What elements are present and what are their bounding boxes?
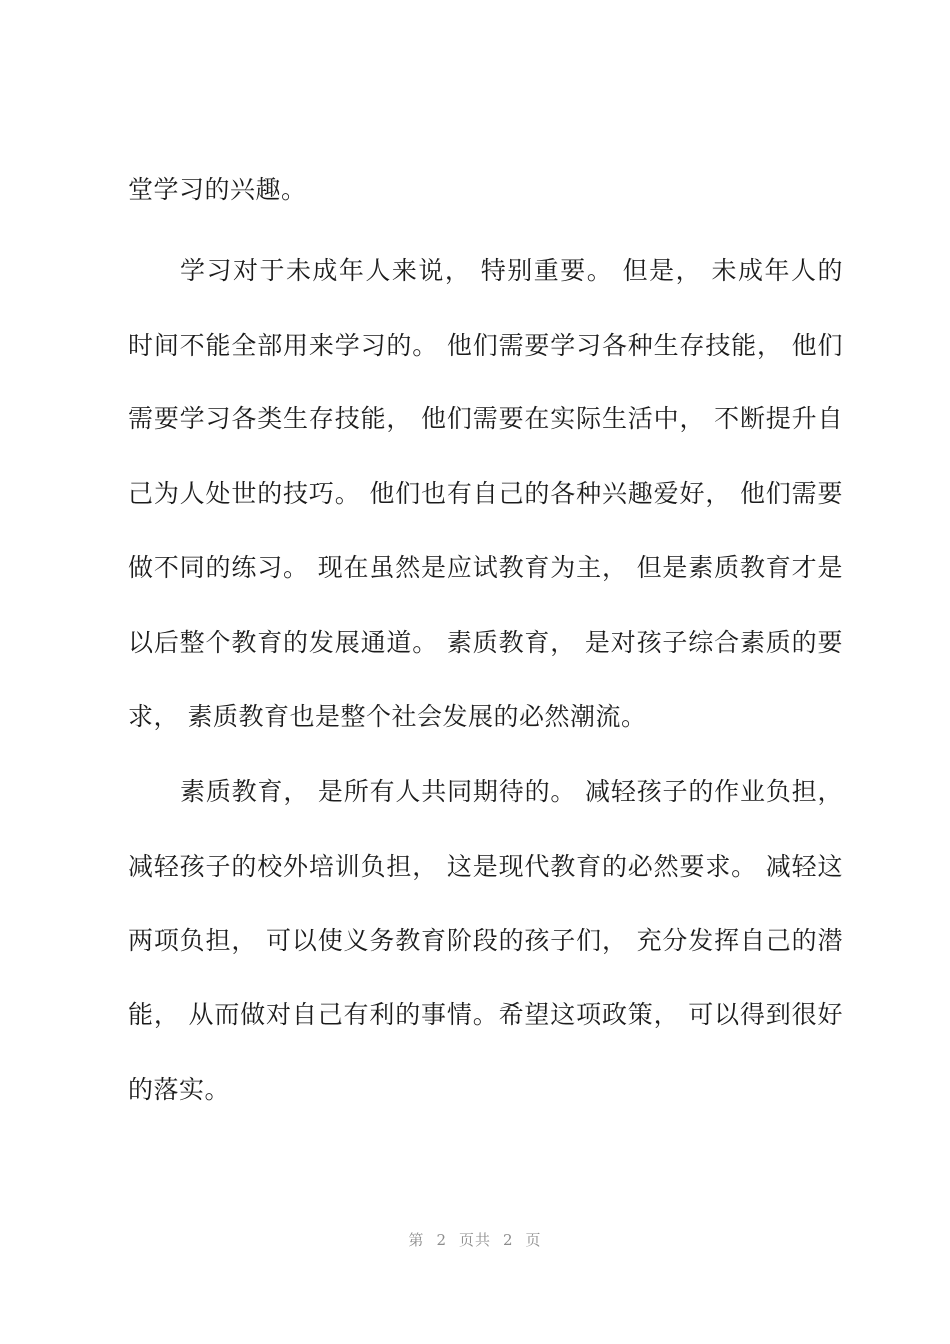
paragraph-line: 时间不能全部用来学习的。 他们需要学习各种生存技能， 他们 xyxy=(128,331,843,360)
paragraph-line: 两项负担， 可以使义务教育阶段的孩子们， 充分发挥自己的潜 xyxy=(128,926,843,955)
paragraph-line: 求， 素质教育也是整个社会发展的必然潮流。 xyxy=(128,702,647,731)
paragraph-line: 减轻孩子的校外培训负担， 这是现代教育的必然要求。 减轻这 xyxy=(128,852,843,881)
footer-total-pages: 2 xyxy=(503,1231,514,1249)
footer-prefix: 第 xyxy=(408,1231,425,1249)
paragraph-line: 堂学习的兴趣。 xyxy=(128,175,307,204)
paragraph-line: 以后整个教育的发展通道。 素质教育， 是对孩子综合素质的要 xyxy=(128,628,843,657)
paragraph-line: 的落实。 xyxy=(128,1075,231,1104)
paragraph-line: 能， 从而做对自己有利的事情。希望这项政策， 可以得到很好 xyxy=(128,1000,843,1029)
paragraph-line: 做不同的练习。 现在虽然是应试教育为主， 但是素质教育才是 xyxy=(128,553,843,582)
footer-suffix: 页 xyxy=(525,1231,542,1249)
paragraph-line: 素质教育， 是所有人共同期待的。 减轻孩子的作业负担， xyxy=(180,777,843,806)
paragraph-line: 需要学习各类生存技能， 他们需要在实际生活中， 不断提升自 xyxy=(128,404,843,433)
footer-current-page: 2 xyxy=(436,1231,447,1249)
page-footer xyxy=(0,1228,950,1252)
paragraph-line: 学习对于未成年人来说， 特别重要。 但是， 未成年人的 xyxy=(180,256,843,285)
paragraph-line: 己为人处世的技巧。 他们也有自己的各种兴趣爱好， 他们需要 xyxy=(128,479,843,508)
footer-mid: 页共 xyxy=(458,1231,491,1249)
